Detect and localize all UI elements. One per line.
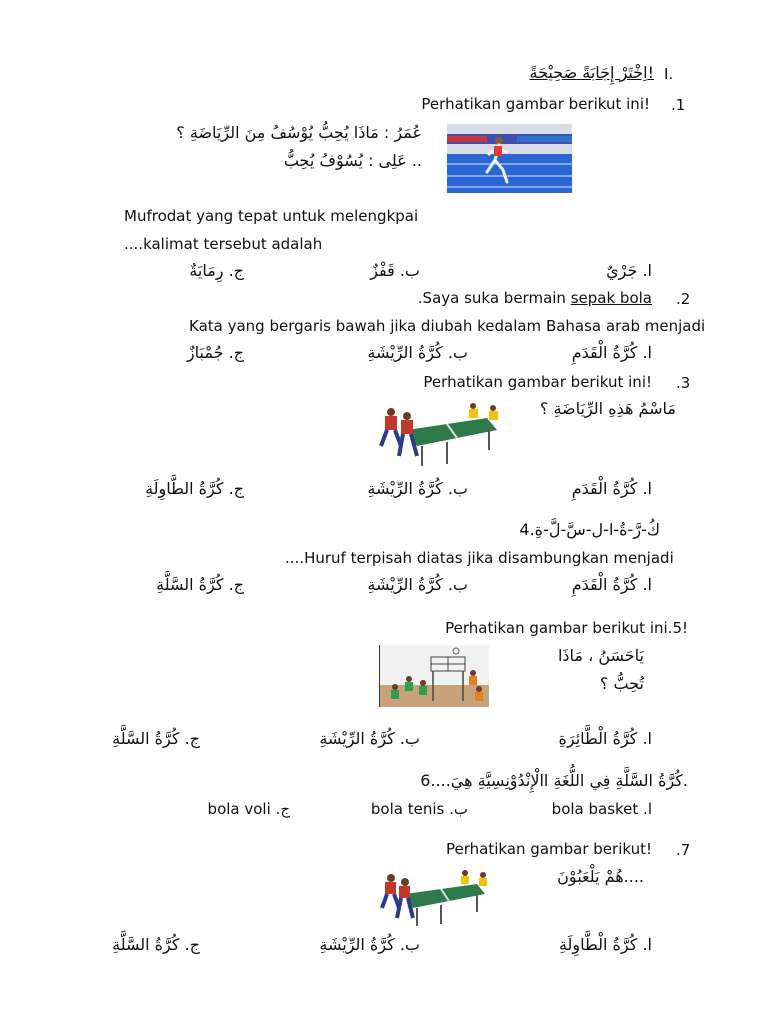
q5-option-c[interactable]: ج. كُرَّةُ السَّلَّةِ xyxy=(112,729,200,748)
q3-prompt: Perhatikan gambar berikut ini! xyxy=(423,373,652,391)
q7-option-b[interactable]: ب. كُرَّةُ الرِّيْشَةِ xyxy=(319,935,420,954)
table-tennis-image-2 xyxy=(379,868,491,930)
q1-dialog-line-1: عُمَرُ : مَاذَا يُحِبُّ يُوْسُفُ مِنَ الرِّيَاضَةِ ؟ xyxy=(176,123,422,142)
section-title: اِخْتَرْ إِجَابَةً صَحِيْحَةً! xyxy=(529,63,654,82)
q7-option-c[interactable]: ج. كُرَّةُ السَّلَّةِ xyxy=(112,935,200,954)
q2-option-a[interactable]: ا. كُرَّةُ الْقَدَمِ xyxy=(571,343,652,362)
q5-question-line-1: يَاحَسَنُ ، مَاذَا xyxy=(557,646,644,665)
section-number: I. xyxy=(664,65,674,83)
q1-stem-line-2: ....kalimat tersebut adalah xyxy=(124,235,323,253)
q4-option-b[interactable]: ب. كُرَّةُ الرِّيْشَةِ xyxy=(367,575,468,594)
q3-number: .3 xyxy=(676,374,691,392)
q7-option-a[interactable]: ا. كُرَّةُ الْطَّاوِلَةِ xyxy=(558,935,652,954)
q6-option-a[interactable]: bola basket .ا xyxy=(551,800,652,818)
q3-option-c[interactable]: ج. كُرَّةُ الطَّاوِلَةِ xyxy=(145,479,244,498)
q6-option-c[interactable]: bola voli .ج xyxy=(207,800,290,818)
q1-dialog-line-2: عَلِى : يُسُوْفُ يُحِبُّ .. xyxy=(283,151,422,170)
q2-number: .2 xyxy=(676,290,691,308)
q2-option-c[interactable]: ج. جُمْبَازٌ xyxy=(186,343,244,362)
q6-question: كُرَّةُ السَّلَّةِ فِي اللُّغَةِ االْإِنْدُوْنِسِيَّةِ هِيَ....6. xyxy=(420,771,688,790)
q4-option-a[interactable]: ا. كُرَّةُ الْقَدَمِ xyxy=(571,575,652,594)
q1-stem-line-1: Mufrodat yang tepat untuk melengkpai xyxy=(124,207,419,225)
q2-underlined-word: sepak bola xyxy=(570,289,652,307)
q2-prompt-text: .Saya suka bermain xyxy=(417,289,571,307)
q1-option-b[interactable]: ب. قَفْزٌ xyxy=(370,261,420,280)
running-athlete-image xyxy=(447,124,572,193)
q7-number: .7 xyxy=(676,841,691,859)
q6-option-b[interactable]: bola tenis .ب xyxy=(370,800,468,818)
q4-letters: كُ-رَّ-ةُ-ا-ل-سَّ-لَّ-ةِ.4 xyxy=(519,520,660,539)
q5-question-line-2: تُحِبُّ ؟ xyxy=(599,674,644,693)
q7-prompt: Perhatikan gambar berikut! xyxy=(446,840,652,858)
q5-option-b[interactable]: ب. كُرَّةُ الرِّيْشَةِ xyxy=(319,729,420,748)
q1-number: .1 xyxy=(671,96,686,114)
q5-prompt: Perhatikan gambar berikut ini.5! xyxy=(445,619,688,637)
q1-option-c[interactable]: ج. رِمَايَةٌ xyxy=(189,261,244,280)
q1-option-a[interactable]: ا. جَرْيٌ xyxy=(606,261,652,280)
q2-stem: Kata yang bergaris bawah jika diubah kedalam Bahasa arab menjadi xyxy=(189,317,706,335)
q2-prompt xyxy=(418,288,652,308)
q3-question: مَاسْمُ هَذِهِ الرِّيَاضَةِ ؟ xyxy=(539,399,676,418)
q3-option-b[interactable]: ب. كُرَّةُ الرِّيْشَةِ xyxy=(367,479,468,498)
table-tennis-image xyxy=(377,400,504,470)
volleyball-image xyxy=(379,645,489,707)
q4-stem: ....Huruf terpisah diatas jika disambungkan menjadi xyxy=(285,549,674,567)
q7-question: هُمْ يَلْعَبُوْنَ.... xyxy=(557,867,644,886)
q1-prompt: Perhatikan gambar berikut ini! xyxy=(421,95,650,113)
q5-option-a[interactable]: ا. كُرَّةُ الْطَّائِرَةِ xyxy=(558,729,652,748)
q2-option-b[interactable]: ب. كُرَّةُ الرِّيْشَةِ xyxy=(367,343,468,362)
q4-option-c[interactable]: ج. كُرَّةُ السَّلَّةِ xyxy=(156,575,244,594)
q3-option-a[interactable]: ا. كُرَّةُ الْقَدَمِ xyxy=(571,479,652,498)
